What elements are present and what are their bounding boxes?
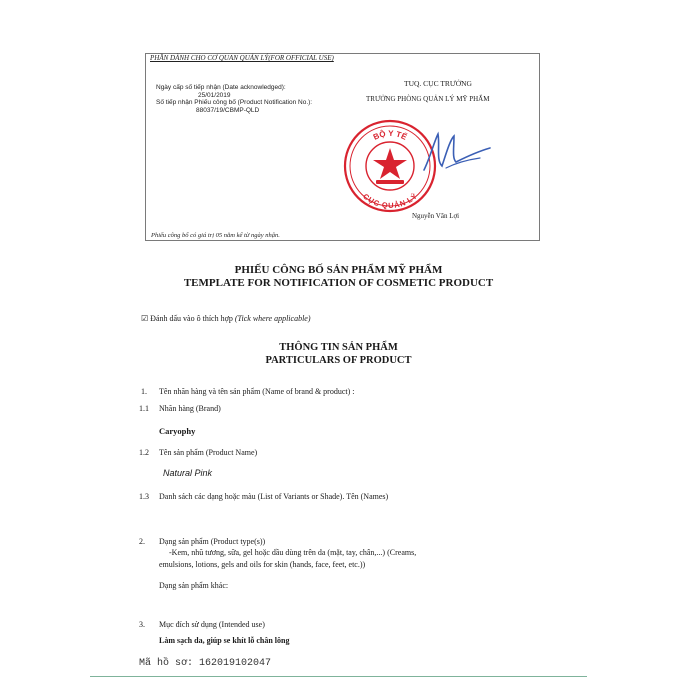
notification-number-label: Số tiếp nhận Phiếu công bố (Product Notification No.): [156,99,313,106]
checkbox-checked-icon: ☑ [141,314,149,323]
tick-instruction-text: Đánh dấu vào ô thích hợp [150,314,233,323]
section-title-vi: THÔNG TIN SẢN PHẨM [279,342,398,353]
product-type-line-2: emulsions, lotions, gels and oils for skin (hands, face, feet, etc.)) [159,560,366,569]
item-number: 1. [141,387,147,396]
svg-text:BỘ Y TẾ [372,129,409,142]
item-text: Nhãn hàng (Brand) [159,404,221,413]
brand-value: Caryophy [159,426,196,436]
date-acknowledged-label: Ngày cấp số tiếp nhận (Date acknowledged): [156,84,286,91]
signer-title: TUQ. CỤC TRƯỞNG [404,79,472,88]
date-acknowledged-value: 25/01/2019 [198,91,231,99]
item-text: Danh sách các dạng hoặc màu (List of Variants or Shade). Tên (Names) [159,492,389,501]
seal-text-top: BỘ Y TẾ [371,128,409,142]
acknowledgement-block [156,84,312,114]
item-number: 2. [139,537,145,546]
item-text: Mục đích sử dụng (Intended use) [159,620,265,629]
signer-name: Nguyễn Văn Lợi [412,212,460,220]
validity-note: Phiếu công bố có giá trị 05 năm kể từ ngày nhận. [151,232,280,239]
tick-instruction [141,314,311,323]
item-number: 3. [139,620,145,629]
item-text: Dạng sản phẩm (Product type(s)) [159,537,266,546]
document-title-en: TEMPLATE FOR NOTIFICATION OF COSMETIC PRODUCT [183,277,494,289]
document-title-vi: PHIẾU CÔNG BỐ SẢN PHẨM MỸ PHẨM [234,264,443,276]
signer-subtitle: TRƯỞNG PHÒNG QUẢN LÝ MỸ PHẨM [366,95,490,103]
official-use-header: PHẦN DÀNH CHO CƠ QUAN QUẢN LÝ(FOR OFFICIAL USE) [150,54,334,62]
other-product-type: Dạng sản phẩm khác: [159,581,229,590]
seal-text-bottom: CỤC QUẢN LÝ [361,191,419,211]
tick-instruction-text-en: (Tick where applicable) [234,314,311,323]
item-number: 1.3 [139,492,149,501]
section-title-en: PARTICULARS OF PRODUCT [265,355,412,366]
notification-number-value: 88037/19/CBMP-QLD [196,106,260,114]
handwritten-signature [420,128,495,183]
intended-use-value: Làm sạch da, giúp se khít lỗ chân lông [159,636,290,645]
product-type-line-1: -Kem, nhũ tương, sữa, gel hoặc dầu dùng trên da (mặt, tay, chân,...) (Creams, [169,548,417,557]
item-number: 1.2 [139,448,149,457]
dossier-code: Mã hồ sơ: 162019102047 [139,658,272,669]
item-text: Tên nhãn hàng và tên sản phẩm (Name of brand & product) : [159,387,355,396]
product-name-value: Natural Pink [163,468,213,478]
item-number: 1.1 [139,404,149,413]
item-text: Tên sản phẩm (Product Name) [159,448,258,457]
